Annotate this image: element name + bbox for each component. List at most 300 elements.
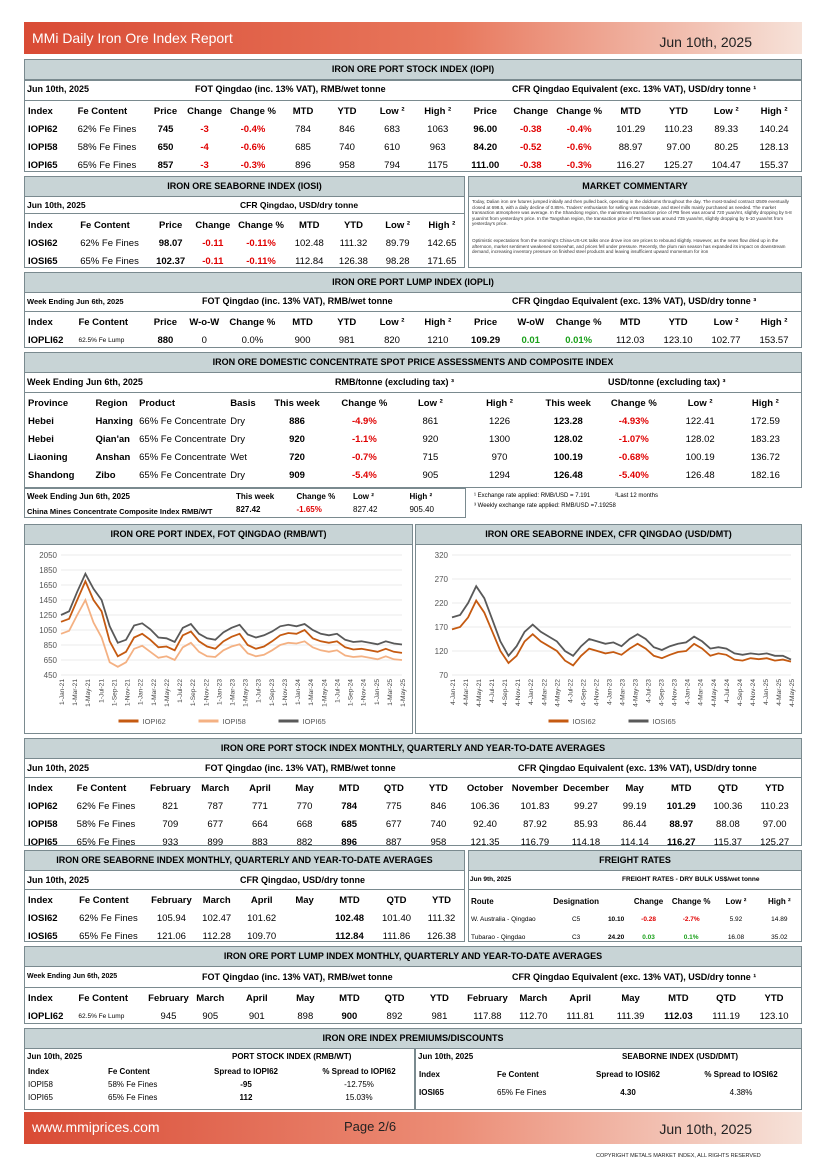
column-header: High ² — [424, 105, 452, 117]
table-cell: 101.29 — [616, 123, 646, 135]
table-cell: 905 — [202, 1010, 219, 1022]
column-header: YTD — [668, 105, 688, 117]
table-cell: 88.97 — [618, 141, 643, 153]
table-cell: 116.27 — [666, 836, 696, 848]
note-weekly: ³ Weekly exchange rate applied: RMB/USD =7.19258 — [474, 503, 616, 509]
table-cell: 745 — [157, 123, 174, 135]
header-row — [417, 1065, 799, 1083]
table-cell: 820 — [384, 334, 400, 346]
divider — [24, 311, 802, 312]
composite-label: China Mines Concentrate Composite Index RMB/WT — [27, 507, 213, 516]
x-tick-label: 4-Sep-24 — [736, 679, 744, 707]
column-header: Basis — [230, 397, 256, 409]
table-cell: IOSI65 — [28, 930, 58, 942]
table-cell: 901 — [248, 1010, 265, 1022]
x-tick-label: 1-Mar-21 — [72, 679, 80, 706]
column-header: Change — [633, 896, 664, 906]
table-cell: 958 — [430, 836, 447, 848]
table-cell: 62.5% Fe Lump — [78, 336, 125, 344]
x-tick-label: 1-Mar-23 — [229, 679, 237, 706]
table-cell: 0.01% — [565, 334, 593, 346]
table-cell: 981 — [431, 1010, 448, 1022]
y-tick-label: 2050 — [39, 551, 57, 560]
lumpmonthly-table — [26, 989, 798, 1025]
divider — [24, 987, 802, 988]
column-header: Fe Content — [497, 1069, 539, 1079]
table-cell: 0.1% — [683, 933, 699, 941]
table-row — [26, 120, 798, 138]
table-cell: 101.62 — [247, 912, 277, 924]
table-row — [234, 503, 464, 516]
x-tick-label: 1-Jul-21 — [98, 679, 106, 703]
table-cell: 112.03 — [664, 1010, 693, 1022]
column-header: YTD — [428, 782, 448, 794]
table-cell: 794 — [384, 159, 401, 171]
copyright: COPYRIGHT METALS MARKET INDEX, ALL RIGHTS RESERVED — [596, 1153, 761, 1159]
table-cell: 112.28 — [202, 930, 231, 942]
y-tick-label: 220 — [434, 599, 448, 608]
iopi-cfr-label: CFR Qingdao Equivalent (exc. 13% VAT), USD/dry tonne ¹ — [512, 84, 757, 94]
table-cell: 65% Fe Concentrate — [139, 451, 227, 463]
divider — [24, 777, 802, 778]
column-header: MTD — [670, 782, 692, 794]
iosi-title: IRON ORE SEABORNE INDEX (IOSI) — [24, 176, 465, 197]
column-header: Fe Content — [79, 894, 129, 906]
x-tick-label: 4-Nov-21 — [515, 679, 523, 707]
x-tick-label: 1-Jul-24 — [334, 679, 342, 703]
table-cell: IOPI58 — [28, 141, 58, 153]
table-cell: 0 — [201, 334, 207, 346]
table-cell: 920 — [289, 433, 305, 445]
column-header: February — [150, 782, 191, 794]
domestic-rmb-label: RMB/tonne (excluding tax) ³ — [335, 377, 454, 387]
column-header: High ² — [486, 397, 513, 409]
x-tick-label: 4-Mar-24 — [697, 679, 705, 706]
table-cell: 945 — [160, 1010, 177, 1022]
y-tick-label: 450 — [43, 671, 57, 680]
table-cell: -3 — [200, 123, 209, 135]
column-header: High ² — [428, 219, 456, 231]
table-cell: 109.29 — [471, 334, 501, 346]
table-row — [26, 412, 798, 430]
column-header: QTD — [717, 782, 738, 794]
column-header: QTD — [716, 992, 737, 1004]
table-cell: 899 — [207, 836, 224, 848]
table-cell: 905.40 — [409, 505, 434, 514]
column-header: MTD — [298, 219, 320, 231]
chart-left-title: IRON ORE PORT INDEX, FOT QINGDAO (RMB/WT) — [24, 524, 413, 545]
x-tick-label: 1-May-24 — [321, 679, 329, 707]
x-tick-label: 1-May-23 — [242, 679, 250, 707]
x-tick-label: 4-Jul-23 — [645, 679, 653, 703]
page-number: Page 2/6 — [344, 1119, 397, 1134]
table-cell: 62.5% Fe Lump — [78, 1012, 125, 1020]
iopi-title: IRON ORE PORT STOCK INDEX (IOPI) — [24, 59, 802, 80]
lumpmonthly-fot-label: FOT Qingdao (inc. 13% VAT), RMB/wet tonne — [202, 972, 393, 982]
table-cell: 24.20 — [607, 933, 625, 941]
iopi-table — [26, 102, 798, 174]
table-cell: 110.23 — [664, 123, 693, 135]
table-cell: 981 — [338, 334, 355, 346]
column-header: Fe Content — [80, 219, 130, 231]
table-cell: 66% Fe Concentrate — [139, 415, 227, 427]
table-row — [26, 252, 464, 270]
table-cell: 99.27 — [574, 800, 598, 812]
table-cell: 1063 — [427, 123, 449, 135]
table-cell: -3 — [200, 159, 209, 171]
column-header: YTD — [765, 782, 785, 794]
table-cell: 1300 — [488, 433, 511, 445]
table-cell: 111.19 — [712, 1010, 740, 1022]
table-cell: Shandong — [28, 469, 75, 481]
column-header: MTD — [339, 992, 360, 1004]
iopli-cfr-label: CFR Qingdao Equivalent (exc. 13% VAT), USD/dry tonne ³ — [512, 296, 757, 306]
table-cell: -1.65% — [296, 505, 322, 514]
column-header: High ² — [424, 316, 452, 328]
column-header: May — [625, 782, 644, 794]
column-header: MTD — [292, 316, 313, 328]
table-cell: 0.03 — [642, 933, 655, 941]
column-header: % Spread to IOPI62 — [322, 1067, 396, 1076]
table-cell: 123.10 — [663, 334, 693, 346]
table-cell: Hebei — [28, 415, 54, 427]
column-header: YTD — [429, 992, 449, 1004]
table-cell: -4.9% — [351, 415, 377, 427]
table-cell: -0.6% — [240, 141, 266, 153]
freight-label: FREIGHT RATES - DRY BULK US$/wet tonne — [622, 876, 760, 883]
table-cell: -0.52 — [519, 141, 542, 153]
port-index-chart — [25, 545, 412, 733]
table-cell: 111.32 — [339, 237, 368, 249]
report-header — [24, 22, 802, 54]
column-header: Low ² — [353, 492, 374, 501]
table-cell: -0.3% — [566, 159, 592, 171]
header-row — [234, 490, 464, 503]
table-cell: 905 — [422, 469, 439, 481]
column-header: MTD — [292, 105, 314, 117]
table-cell: 0.01 — [521, 334, 540, 346]
domestic-usd-label: USD/tonne (excluding tax) ³ — [608, 377, 726, 387]
domestic-table — [26, 394, 798, 484]
table-cell: 827.42 — [236, 505, 261, 514]
table-cell: IOSI65 — [419, 1087, 444, 1097]
column-header: March — [196, 992, 225, 1004]
series-line-iopi65 — [61, 574, 402, 645]
table-cell: IOPI62 — [28, 800, 58, 812]
header-row — [26, 313, 798, 331]
report-footer — [24, 1112, 802, 1144]
table-cell: 4.30 — [620, 1087, 636, 1097]
y-tick-label: 1250 — [39, 611, 57, 620]
column-header: Fe Content — [78, 316, 129, 328]
x-tick-label: 1-Nov-24 — [360, 679, 368, 707]
x-tick-label: 4-May-21 — [476, 679, 484, 707]
column-header: High ² — [760, 316, 788, 328]
column-header: Low ² — [725, 896, 747, 906]
monthly-fot-label: FOT Qingdao (inc. 13% VAT), RMB/wet tonne — [205, 763, 396, 773]
table-cell: -2.7% — [682, 915, 700, 923]
table-cell: C3 — [571, 933, 581, 941]
table-cell: -0.3% — [240, 159, 266, 171]
premiums-right-date: Jun 10th, 2025 — [418, 1052, 474, 1061]
table-cell: 96.00 — [473, 123, 498, 135]
premiums-right-table — [417, 1065, 799, 1101]
table-cell: 720 — [289, 451, 305, 463]
table-row — [26, 138, 798, 156]
premiums-left-table — [26, 1065, 412, 1104]
iopli-date: Week Ending Jun 6th, 2025 — [27, 297, 124, 306]
column-header: MTD — [620, 105, 641, 117]
column-header: Spread to IOSI62 — [595, 1069, 661, 1079]
note-last12: ²Last 12 months — [615, 493, 659, 499]
domestic-date: Week Ending Jun 6th, 2025 — [27, 377, 143, 387]
freight-title: FREIGHT RATES — [468, 850, 802, 871]
table-row — [26, 815, 798, 833]
x-tick-label: 4-Mar-22 — [541, 679, 549, 706]
table-cell: 98.28 — [385, 255, 410, 267]
x-tick-label: 1-Mar-22 — [150, 679, 158, 706]
x-tick-label: 4-Jan-25 — [762, 679, 770, 706]
table-cell: 142.65 — [427, 237, 457, 249]
column-header: Price — [159, 219, 183, 231]
table-cell: 896 — [341, 836, 358, 848]
column-header: Index — [28, 992, 53, 1004]
table-cell: 105.94 — [156, 912, 186, 924]
table-row — [26, 156, 798, 174]
table-row — [26, 448, 798, 466]
commentary-title: MARKET COMMENTARY — [468, 176, 802, 197]
table-cell: Wet — [230, 451, 247, 463]
table-cell: Hanxing — [95, 415, 133, 427]
column-header: Low ² — [713, 105, 739, 117]
table-cell: 111.86 — [382, 930, 411, 942]
table-cell: 65% Fe Concentrate — [139, 469, 227, 481]
table-cell: 115.37 — [713, 836, 743, 848]
table-row — [26, 1007, 798, 1025]
iopli-table — [26, 313, 798, 349]
column-header: March — [201, 782, 230, 794]
column-header: % Spread to IOSI62 — [704, 1069, 778, 1079]
column-header: Change % — [229, 316, 276, 328]
table-cell: 155.37 — [759, 159, 789, 171]
x-tick-label: 4-Jan-23 — [606, 679, 614, 706]
table-cell: 827.42 — [353, 505, 378, 514]
table-cell: 126.38 — [338, 255, 368, 267]
table-cell: -0.38 — [519, 123, 542, 135]
commentary-p2: Optimistic expectations from the morning's China-US-UK talks once drove iron ore prices to rebound slightly. However, as the news flow dried up in the afternoon, market sentiment weakened somewhat, and prices fell under pressure. Recently, the plum rain season has expanded its impact on downstream demand, increasing inventory pressure on finished steel products and leaving insufficient upward momentum for iron — [472, 238, 786, 255]
table-cell: -0.11% — [246, 255, 276, 267]
table-cell: IOSI62 — [28, 237, 58, 249]
table-cell: 1294 — [488, 469, 511, 481]
column-header: Index — [28, 219, 53, 231]
table-cell: Dry — [230, 469, 246, 481]
table-cell: 97.00 — [762, 818, 787, 830]
seamonthly-title: IRON ORE SEABORNE INDEX MONTHLY, QUARTERLY AND YEAR-TO-DATE AVERAGES — [24, 850, 465, 871]
table-cell: 933 — [162, 836, 179, 848]
table-cell: 898 — [297, 1010, 314, 1022]
table-cell: 111.39 — [616, 1010, 645, 1022]
table-cell: 97.00 — [666, 141, 691, 153]
table-row — [26, 927, 464, 945]
table-cell — [284, 909, 325, 927]
column-header: April — [250, 894, 273, 906]
table-cell: 886 — [289, 415, 305, 427]
table-cell: 125.27 — [760, 836, 790, 848]
table-cell: Zibo — [95, 469, 116, 481]
x-tick-label: 1-May-25 — [400, 679, 407, 707]
x-tick-label: 4-Sep-21 — [502, 679, 510, 707]
x-tick-label: 4-May-22 — [554, 679, 562, 707]
x-tick-label: 4-Nov-24 — [749, 679, 757, 707]
chart-right-title: IRON ORE SEABORNE INDEX, CFR QINGDAO (USD/DMT) — [415, 524, 802, 545]
table-cell: 116.79 — [520, 836, 550, 848]
column-header: MTD — [338, 782, 360, 794]
table-cell: 183.23 — [750, 433, 780, 445]
legend-label: IOPI58 — [222, 717, 246, 726]
table-cell: -0.68% — [618, 451, 649, 463]
table-cell: Dry — [230, 433, 246, 445]
x-tick-label: 4-May-25 — [789, 679, 796, 707]
column-header: Change % — [671, 896, 711, 906]
table-cell: 171.65 — [427, 255, 457, 267]
column-header: MTD — [619, 316, 641, 328]
table-cell: 86.44 — [622, 818, 647, 830]
table-cell: 121.06 — [156, 930, 186, 942]
table-cell: 65% Fe Fines — [80, 255, 139, 267]
table-cell: Hebei — [28, 433, 54, 445]
website-link[interactable]: www.mmiprices.com — [32, 1119, 160, 1135]
table-row — [417, 1083, 799, 1101]
column-header: Low ² — [417, 397, 443, 409]
domestic-title: IRON ORE DOMESTIC CONCENTRATE SPOT PRICE ASSESSMENTS AND COMPOSITE INDEX — [24, 352, 802, 373]
table-cell: 775 — [385, 800, 402, 812]
table-cell: 846 — [339, 123, 355, 135]
x-tick-label: 4-Mar-21 — [463, 679, 471, 706]
column-header: Region — [95, 397, 128, 409]
column-header: High ² — [751, 397, 779, 409]
table-cell: 102.48 — [294, 237, 324, 249]
column-header: Fe Content — [108, 1067, 150, 1076]
header-row — [26, 394, 798, 412]
iopli-title: IRON ORE PORT LUMP INDEX (IOPLI) — [24, 272, 802, 293]
divider — [24, 889, 465, 890]
column-header: May — [296, 992, 315, 1004]
column-header: QTD — [384, 992, 405, 1004]
column-header: February — [148, 992, 189, 1004]
legend-label: IOPI65 — [302, 717, 326, 726]
table-cell: 1175 — [427, 159, 448, 171]
y-tick-label: 1450 — [39, 596, 57, 605]
y-tick-label: 270 — [434, 575, 448, 584]
divider — [468, 889, 802, 890]
column-header: W-o-W — [189, 316, 220, 328]
y-tick-label: 70 — [439, 671, 448, 680]
table-cell: 62% Fe Fines — [76, 800, 136, 812]
table-cell: -0.6% — [566, 141, 592, 153]
table-cell: 172.59 — [750, 415, 780, 427]
table-cell: 65% Fe Fines — [79, 930, 138, 942]
monthly-title: IRON ORE PORT STOCK INDEX MONTHLY, QUARTERLY AND YEAR-TO-DATE AVERAGES — [24, 738, 802, 759]
column-header: Price — [473, 105, 497, 117]
x-tick-label: 1-Sep-22 — [190, 679, 198, 707]
x-tick-label: 1-Jan-22 — [137, 679, 145, 706]
table-cell: -5.40% — [618, 469, 649, 481]
monthly-cfr-label: CFR Qingdao Equivalent (exc. 13% VAT), USD/dry tonne — [518, 763, 757, 773]
column-header: December — [562, 782, 609, 794]
table-cell: 128.02 — [553, 433, 583, 445]
column-header: Change — [195, 219, 231, 231]
y-tick-label: 650 — [43, 656, 57, 665]
table-cell: 65% Fe Concentrate — [139, 433, 227, 445]
x-tick-label: 1-Sep-21 — [111, 679, 119, 707]
x-tick-label: 4-Jul-22 — [567, 679, 575, 703]
x-tick-label: 1-Sep-23 — [268, 679, 276, 707]
table-cell: 128.13 — [759, 141, 789, 153]
table-cell: 111.00 — [471, 159, 500, 171]
table-cell: 900 — [294, 334, 311, 346]
x-tick-label: 1-Jul-23 — [255, 679, 263, 703]
table-row — [26, 1091, 412, 1104]
y-tick-label: 1050 — [39, 626, 57, 635]
table-cell: 102.48 — [334, 912, 365, 924]
table-cell: 112.03 — [616, 334, 645, 346]
table-cell: 715 — [422, 451, 439, 463]
table-cell: 88.97 — [669, 818, 694, 830]
table-cell: 35.02 — [771, 933, 788, 941]
divider — [24, 392, 802, 393]
iosi-cfr-label: CFR Qingdao, USD/dry tonne — [240, 200, 359, 210]
table-row — [26, 833, 798, 851]
x-tick-label: 1-Jul-22 — [177, 679, 185, 703]
divider — [24, 213, 465, 214]
table-cell: 112 — [239, 1093, 253, 1102]
table-row — [26, 466, 798, 484]
iosi-date: Jun 10th, 2025 — [27, 200, 86, 210]
table-cell: Tubarao - Qingdao — [471, 933, 526, 941]
table-cell: 740 — [339, 141, 355, 153]
table-cell: 100.19 — [553, 451, 583, 463]
table-cell: 784 — [341, 800, 358, 812]
x-tick-label: 4-Jan-21 — [450, 679, 457, 706]
column-header: High ² — [767, 896, 791, 906]
table-cell: 104.47 — [711, 159, 741, 171]
column-header: Change — [187, 105, 223, 117]
table-cell: 970 — [491, 451, 508, 463]
table-cell: -0.4% — [240, 123, 266, 135]
column-header: Change — [513, 105, 549, 117]
table-cell: -12.75% — [344, 1080, 374, 1089]
table-cell: 112.84 — [295, 255, 324, 267]
column-header: Fe Content — [76, 782, 127, 794]
column-header: This week — [236, 492, 275, 501]
table-cell: 896 — [295, 159, 311, 171]
table-cell: 887 — [385, 836, 402, 848]
x-tick-label: 4-May-23 — [632, 679, 640, 707]
column-header: This week — [545, 397, 591, 409]
table-row — [26, 1078, 412, 1091]
table-cell: 900 — [341, 1010, 358, 1022]
table-cell: 58% Fe Fines — [76, 818, 136, 830]
table-cell: -1.1% — [351, 433, 377, 445]
table-cell: -0.11% — [246, 237, 276, 249]
table-cell: 122.41 — [685, 415, 715, 427]
table-cell: 99.19 — [622, 800, 647, 812]
column-header: QTD — [386, 894, 407, 906]
table-cell: 861 — [422, 415, 439, 427]
table-cell: 65% Fe Fines — [76, 836, 136, 848]
header-row — [469, 892, 801, 910]
column-header: April — [569, 992, 592, 1004]
